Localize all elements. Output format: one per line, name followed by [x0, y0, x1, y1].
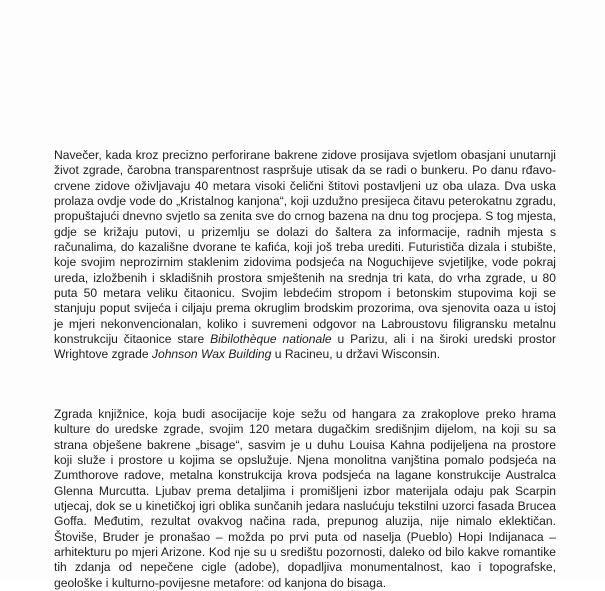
paragraph-1-text-a: Navečer, kada kroz precizno perforirane bakrene zidove prosijava svjetlom obasjani unutarnji život zgrade, čarobna transparentnost raspršuje utisak da se radi o bunkeru. Po danu rđavo-crvene zidove oživljavaju 40 metara visoki čelični štitovi postavljeni uz oba ulaza. Dva uska prolaza ovdje vode do „Kristalnog kanjona“, koji uzdužno presijeca čitavu peterokatnu zgradu, propuštajući dnevno svjetlo sa zenita sve do crnog bazena na dnu tog procjepa. S tog mjesta, gdje se križaju putovi, u prizemlju se dolazi do šaltera za informacije, radnih mjesta s računalima, do kazališne dvorane te kafića, koji još treba urediti. Futurističa dizala i stubište, koje svojim neprozirnim staklenim zidovima podsjeća na Noguchijeve svjetiljke, vode pokraj ureda, izložbenih i skladišnih prostora smještenih na srednja tri kata, do vrha zgrade, u 80 puta 50 metara veliku čitaonicu. Svojim lebdećim stropom i betonskim stupovima koji se stanjuju poput svijeća i ciljaju prema okruglim brodskim prozorima, ova sjenovita oaza u istoj je mjeri nekonvencionalan, koliko i suvremeni odgovor na Labroustovu filigransku metalnu konstrukciju čitaonice stare	[54, 148, 556, 347]
paragraph-1-italic-johnson-wax: Johnson Wax Building	[151, 347, 272, 362]
paragraph-2: Zgrada knjižnice, koja budi asocijacije koje sežu od hangara za zrakoplove preko hrama kulture do uredske zgrade, svojim 120 metara dugačkim središnjim dijelom, na koji su sa strana obješene bakrene „bisage“, sasvim je u duhu Louisa Kahna podijeljena na prostore koji služe i prostore u kojima se opslužuje. Njena monolitna vanjština pomalo podsjeća na Zumthorove radove, metalna konstrukcija krova podsjeća na lagane konstrukcije Australca Glenna Murcutta. Ljubav prema detaljima i promišljeni izbor materijala odaju pak Scarpin utjecaj, dok se u kinetičkoj igri oblika sunčanih jedara naslućuju tekstilni uzorci fasada Brucea Goffa. Međutim, rezultat ovakvog načina rada, prepunog aluzija, nije nimalo eklektičan. Štoviše, Bruder je pronašao – možda po prvi puta od naselja (Pueblo) Hopi Indijanaca – arhitekturu po mjeri Arizone. Kod nje su u središtu pozornosti, daleko od bilo kakve romantike tih zdanja od nepečene cigle (adobe), dopadljiva monumentalnost, kao i topografske, geološke i kulturno-povijesne metafore: od kanjona do bisaga.	[54, 407, 556, 590]
paragraph-1-text-b: u Parizu, ali i na široki uredski prostor Wrightove zgrade	[54, 332, 556, 362]
paragraph-1-italic-bibliotheque: Bibilothèque nationale	[210, 332, 332, 347]
paragraph-1	[54, 148, 556, 363]
paragraph-1-text-c: u Racineu, u državi Wisconsin.	[271, 347, 441, 362]
